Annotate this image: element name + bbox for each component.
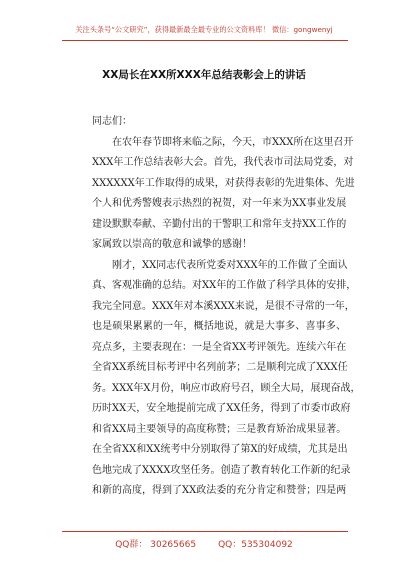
body-line: 全省XX系统目标考评中名列前茅；二是顺利完成了XXX任 [92, 362, 348, 373]
body-line: 刚才，XX同志代表所党委对XXX年的工作做了全面认 [112, 259, 348, 271]
footer-qq: QQ：535304092 [218, 540, 293, 550]
body-line: 在农年春节即将来临之际，今天，市XXX所在这里召开 [112, 136, 354, 148]
body-line: 和新的高度，得到了XX政法委的充分肯定和赞誉；四是两 [92, 485, 347, 496]
body-line: 务。XXX年X月份，响应市政府号召，顾全大局，展现奋战， [92, 382, 361, 394]
footer-contact [0, 537, 408, 550]
footer-divider [62, 531, 348, 532]
body-line: 也是硕果累累的一年，概括地说，就是大事多、喜事多、 [92, 321, 346, 332]
paragraph-1 [92, 133, 355, 256]
body-line: XXX年工作总结表彰大会。首先，我代表市司法局党委，对 [92, 157, 354, 168]
body-line: 真、客观准确的总结。对XX年的工作做了科学具体的安排， [92, 280, 357, 291]
body-line: 亮点多，主要表现在：一是全省XX考评领先。连续六年在 [92, 341, 347, 353]
body-line: 历时XX天，安全地提前完成了XX任务，得到了市委市政府 [92, 403, 351, 414]
footer-qq-group: QQ群： 30265665 [115, 540, 197, 550]
document-title: XX局长在XX所XXX年总结表彰会上的讲话 [102, 69, 306, 81]
header-promo-note: 关注头条号“公文研究”，获得最新最全最专业的公文资料库！ 微信：gongwenyj [75, 25, 333, 34]
body-line: 家属致以崇高的敬意和诚挚的感谢！ [92, 239, 252, 250]
body-line: 色地完成了XXXX攻坚任务。创造了教育转化工作新的纪录 [92, 464, 351, 476]
body-line: 在全省XX和XX统考中分别取得了第X的好成绩，尤其是出 [92, 444, 348, 455]
salutation: 同志们： [92, 116, 132, 127]
body-line: 我完全同意。XXX年对本溪XXX来说，是很不寻常的一年， [92, 300, 355, 312]
body-line: 和省XX局主要领导的高度称赞；三是教育矫治成果显著。 [92, 423, 347, 435]
body-line: 个人和优秀警嫂表示热烈的祝贺，对一年来为XX事业发展 [92, 198, 347, 209]
header-divider [62, 40, 348, 41]
body-line: XXXXXX年工作取得的成果，对获得表彰的先进集体、先进 [92, 177, 355, 189]
document-body [92, 112, 361, 502]
paragraph-2 [92, 256, 361, 502]
body-line: 建设默默奉献、辛勤付出的干警职工和常年支持XX工作的 [92, 218, 347, 230]
